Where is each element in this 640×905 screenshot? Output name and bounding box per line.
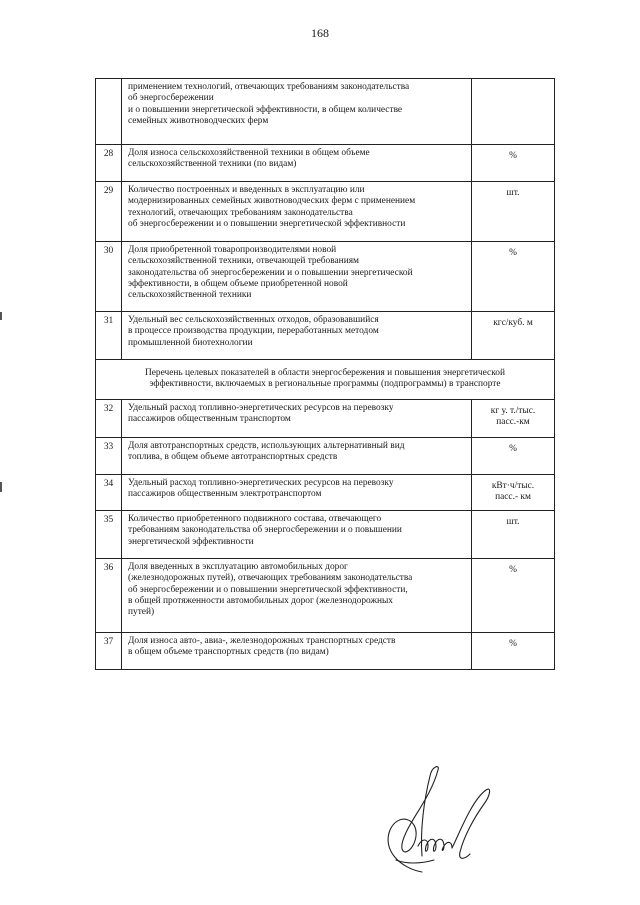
table-row (96, 79, 555, 145)
indicator-name: применением технологий, отвечающих требованиям законодательства об энергосбережении и о повышении энергетической эффективности, в общем количестве семейных животноводческих ферм (122, 79, 472, 145)
table-row (96, 475, 555, 511)
row-number: 35 (96, 511, 122, 559)
table-row (96, 438, 555, 475)
indicator-name: Удельный расход топливно-энергетических ресурсов на перевозку пассажиров общественным транспортом (122, 400, 472, 438)
unit-cell: % (472, 145, 555, 182)
table-row (96, 145, 555, 182)
table-row (96, 400, 555, 438)
row-number: 29 (96, 182, 122, 242)
indicator-name: Количество приобретенного подвижного состава, отвечающего требованиям законодательства об энергосбережении и о повышении энергетической эффективности (122, 511, 472, 559)
table-row (96, 242, 555, 312)
row-number: 34 (96, 475, 122, 511)
row-number: 30 (96, 242, 122, 312)
table-row (96, 559, 555, 633)
unit-cell: % (472, 438, 555, 475)
row-number (96, 79, 122, 145)
indicators-table (95, 78, 555, 670)
unit-cell (472, 79, 555, 145)
indicator-name: Удельный расход топливно-энергетических ресурсов на перевозку пассажиров общественным электротранспортом (122, 475, 472, 511)
unit-cell: % (472, 559, 555, 633)
indicator-name: Доля износа сельскохозяйственной техники в общем объеме сельскохозяйственной техники (по видам) (122, 145, 472, 182)
row-number: 33 (96, 438, 122, 475)
row-number: 36 (96, 559, 122, 633)
page-number: 168 (311, 26, 329, 40)
row-number: 31 (96, 312, 122, 360)
unit-cell: кг у. т./тыс. пасс.-км (472, 400, 555, 438)
unit-cell: кгс/куб. м (472, 312, 555, 360)
scan-edge-mark (0, 482, 2, 492)
indicator-name: Доля автотранспортных средств, использующих альтернативный вид топлива, в общем объеме автотранспортных средств (122, 438, 472, 475)
scan-edge-mark (0, 312, 2, 320)
table-row (96, 511, 555, 559)
row-number: 28 (96, 145, 122, 182)
unit-cell: % (472, 633, 555, 670)
table-row (96, 312, 555, 360)
handwritten-signature-icon (360, 760, 500, 880)
indicator-name: Доля введенных в эксплуатацию автомобильных дорог (железнодорожных путей), отвечающих требованиям законодательства об энергосбережении и о повышении энергетической эффективности, в общей протяженности автомобильных дорог (железнодорожных путей) (122, 559, 472, 633)
row-number: 37 (96, 633, 122, 670)
indicator-name: Доля износа авто-, авиа-, железнодорожных транспортных средств в общем объеме транспортных средств (по видам) (122, 633, 472, 670)
unit-cell: шт. (472, 182, 555, 242)
unit-cell: % (472, 242, 555, 312)
section-heading: Перечень целевых показателей в области энергосбережения и повышения энергетической эффективности, включаемых в региональные программы (подпрограммы) в транспорте (96, 360, 555, 400)
indicator-name: Удельный вес сельскохозяйственных отходов, образовавшийся в процессе производства продукции, переработанных методом промышленной биотехнологии (122, 312, 472, 360)
table-row (96, 633, 555, 670)
section-header-row (96, 360, 555, 400)
row-number: 32 (96, 400, 122, 438)
unit-cell: шт. (472, 511, 555, 559)
indicator-name: Доля приобретенной товаропроизводителями новой сельскохозяйственной техники, отвечающей требованиям законодательства об энергосбережении и о повышении энергетической эффективности, в общем объеме приобретенной новой сельскохозяйственной техники (122, 242, 472, 312)
table-row (96, 182, 555, 242)
unit-cell: кВт·ч/тыс. пасс.- км (472, 475, 555, 511)
indicator-name: Количество построенных и введенных в эксплуатацию или модернизированных семейных животноводческих ферм с применением технологий, отвечающих требованиям законодательства об энергосбережении и о повышении энергетической эффективности (122, 182, 472, 242)
